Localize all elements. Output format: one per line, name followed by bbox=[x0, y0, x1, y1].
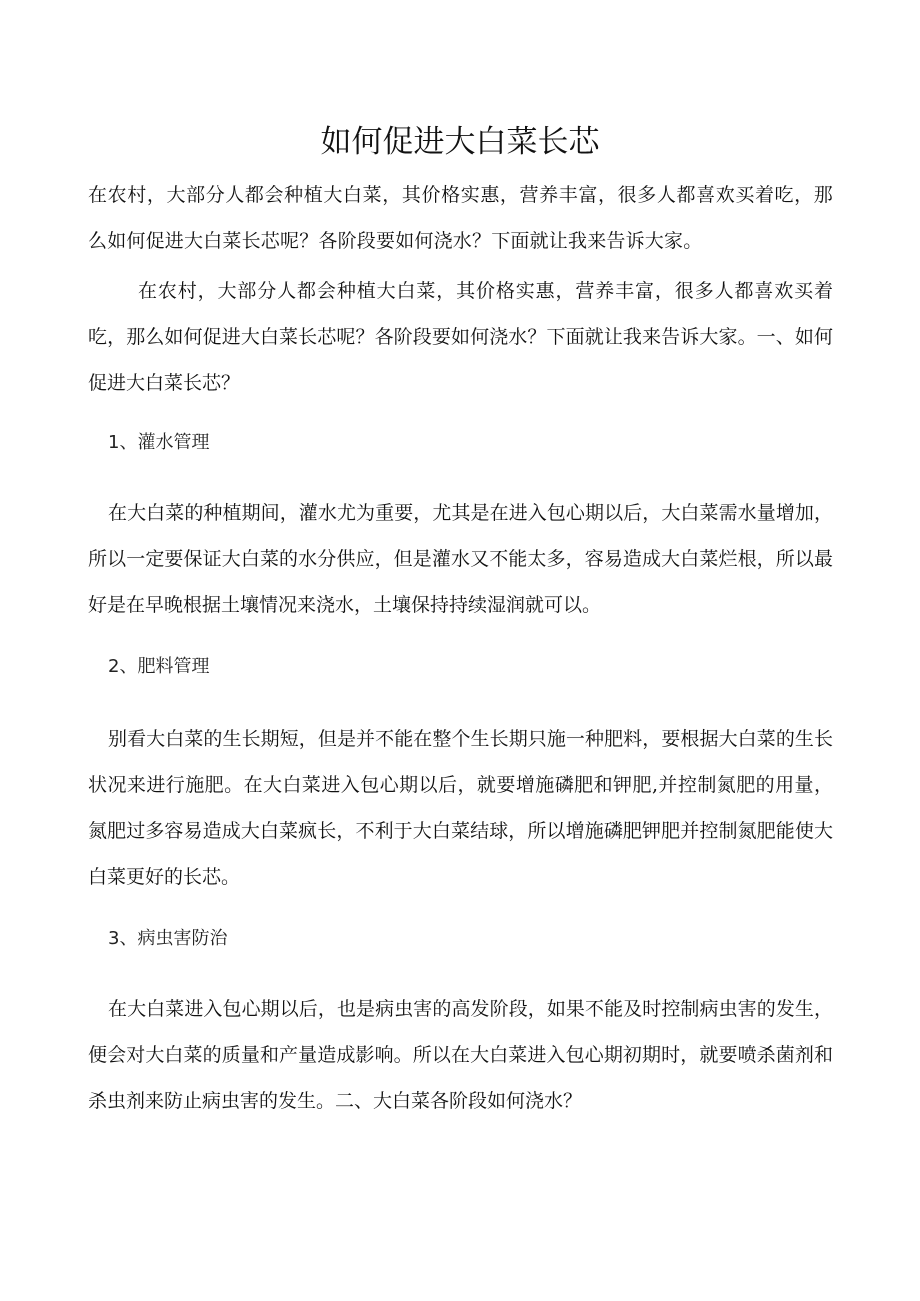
section-heading-pest-control: 3、病虫害防治 bbox=[108, 928, 228, 949]
document-title: 如何促进大白菜长芯 bbox=[320, 124, 600, 160]
intro-paragraph: 在农村，大部分人都会种植大白菜，其价格实惠，营养丰富，很多人都喜欢买着吃，那么如何促进大白菜长芯呢？各阶段要如何浇水？下面就让我来告诉大家。 bbox=[88, 184, 833, 252]
section-heading-irrigation: 1、灌水管理 bbox=[108, 432, 210, 453]
intro-repeat-paragraph: 在农村，大部分人都会种植大白菜，其价格实惠，营养丰富，很多人都喜欢买着吃，那么如何促进大白菜长芯呢？各阶段要如何浇水？下面就让我来告诉大家。一、如何促进大白菜长芯？ bbox=[88, 280, 833, 394]
section-body-irrigation: 在大白菜的种植期间，灌水尤为重要，尤其是在进入包心期以后，大白菜需水量增加，所以一定要保证大白菜的水分供应，但是灌水又不能太多，容易造成大白菜烂根，所以最好是在早晚根据土壤情况来浇水，土壤保持持续湿润就可以。 bbox=[88, 502, 833, 616]
section-body-pest-control: 在大白菜进入包心期以后，也是病虫害的高发阶段，如果不能及时控制病虫害的发生，便会对大白菜的质量和产量造成影响。所以在大白菜进入包心期初期时，就要喷杀菌剂和杀虫剂来防止病虫害的发生。二、大白菜各阶段如何浇水？ bbox=[88, 998, 833, 1112]
section-body-fertilizer: 别看大白菜的生长期短，但是并不能在整个生长期只施一种肥料，要根据大白菜的生长状况来进行施肥。在大白菜进入包心期以后，就要增施磷肥和钾肥,并控制氮肥的用量，氮肥过多容易造成大白菜疯长，不利于大白菜结球，所以增施磷肥钾肥并控制氮肥能使大白菜更好的长芯。 bbox=[88, 728, 833, 888]
section-heading-fertilizer: 2、肥料管理 bbox=[108, 656, 210, 677]
